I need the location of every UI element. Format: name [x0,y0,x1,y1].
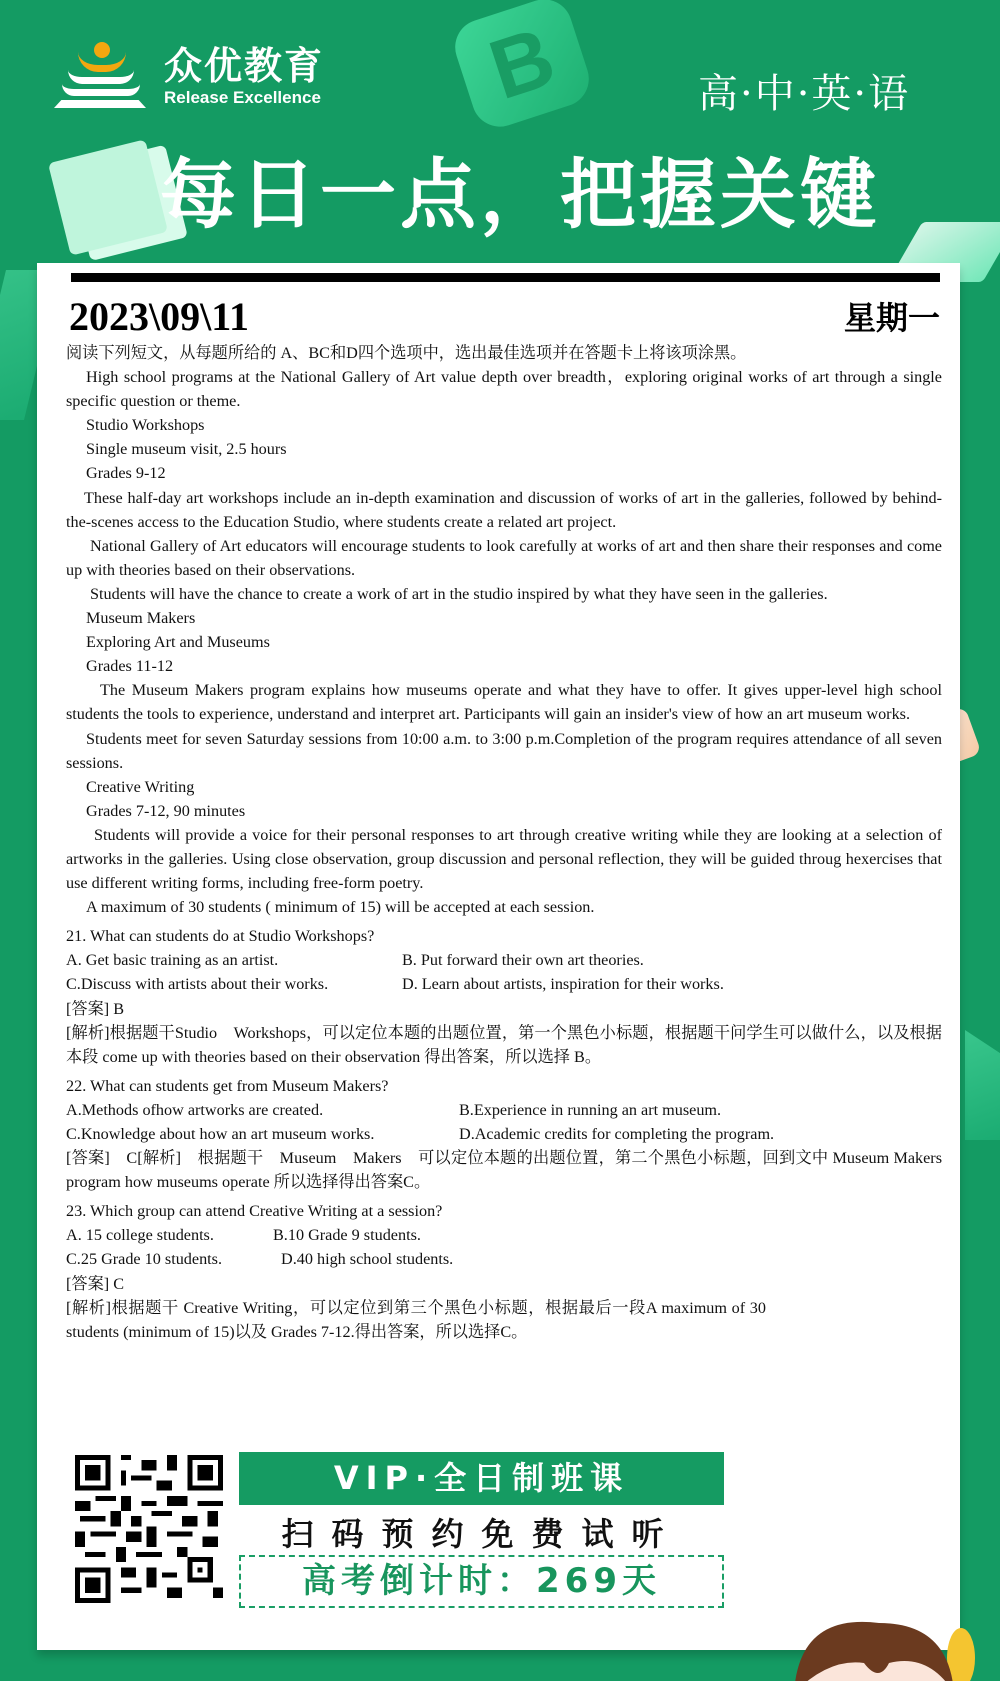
countdown-label: 高考倒计时： [302,1561,536,1601]
option-a: A.Methods ofhow artworks are created. [66,1100,324,1119]
date-heading: 2023\09\11 [69,294,250,339]
passage-line: Grades 7-12, 90 minutes [86,801,246,820]
qr-code[interactable] [75,1455,223,1603]
option-d: D.40 high school students. [281,1250,454,1269]
passage-line: Exploring Art and Museums [86,633,270,652]
letter-b-decoration: B [448,0,596,134]
weekday-label: 星期一 [843,299,940,337]
question-stem: 21. What can students do at Studio Workshops? [66,927,375,946]
option-b: B.10 Grade 9 students. [273,1226,421,1245]
question-stem: 23. Which group can attend Creative Writing at a session? [66,1202,443,1221]
passage-paragraph: Students will provide a voice for their personal responses to art through creative writing while they are looking at a selection of artworks in the galleries. Using close observation, group discussion and personal reflection, they will be guided throug hexercises that use different writing forms, including free-form poetry. [66,825,942,893]
vip-class-banner[interactable]: VIP·全日制班课 [239,1452,724,1505]
exam-countdown [239,1555,724,1608]
logo-mark-icon [54,40,146,112]
option-d: D.Academic credits for completing the program. [459,1125,775,1143]
brand-name: 众优教育 [164,44,325,88]
question-23 [66,1199,942,1344]
passage-paragraph: These half-day art workshops include an in-depth examination and discussion of works of art in the galleries, followed by behind-the-scenes access to the Education Studio, where students create a related art project. [66,488,942,531]
section-heading: Museum Makers [86,609,196,628]
slogan-heading: 每日一点，把握关键 [160,150,880,239]
section-heading: Studio Workshops [86,416,205,435]
passage-paragraph: National Gallery of Art educators will encourage students to look carefully at works of art and then share their responses and come up with theories based on their observations. [66,536,942,579]
qr-code-icon [75,1455,223,1603]
scan-to-book-text: 扫码预约免费试听 [281,1515,682,1553]
section-heading: Creative Writing [86,777,195,796]
option-c: C.25 Grade 10 students. [66,1250,223,1269]
content-card [37,263,960,1650]
brand-tagline: Release Excellence [164,88,321,107]
countdown-value: 269天 [536,1561,661,1601]
paper-sheets-icon [48,139,168,255]
passage-paragraph: A maximum of 30 students ( minimum of 15) will be accepted at each session. [86,898,595,917]
question-21 [66,924,942,1069]
instruction-text: 阅读下列短文，从每题所给的 A、BC和D四个选项中，选出最佳选项并在答题卡上将该项涂黑。 [66,344,747,362]
question-stem: 22. What can students get from Museum Makers? [66,1076,389,1095]
mascot-boy-illustration [759,1593,989,1681]
passage-line: Grades 9-12 [86,464,166,483]
option-a: A. Get basic training as an artist. [66,951,279,970]
passage-paragraph: High school programs at the National Gallery of Art value depth over breadth，exploring original works of art through a single specific question or theme. [66,368,942,411]
passage-paragraph: The Museum Makers program explains how museums operate and what they have to offer. It gives upper-level high school students the tools to experience, understand and interpret art. Participants will gain an insider's view of how an art museum works. [66,681,942,724]
letter-a-decoration-right [965,1030,1000,1140]
divider-rule [71,273,940,282]
brand-logo [54,40,324,112]
option-b: B.Experience in running an art museum. [459,1100,722,1119]
option-c: C.Knowledge about how an art museum works. [66,1125,375,1143]
reading-passage [66,341,942,1344]
analysis-text: [解析]根据题干Studio Workshops，可以定位本题的出题位置，第一个黑色小标题，根据题干问学生可以做什么，以及根据本段 come up with theories based on their observation 得出答案，所以选择 B。 [66,1023,942,1066]
passage-paragraph: Students meet for seven Saturday sessions from 10:00 a.m. to 3:00 p.m.Completion of the program requires attendance of all seven sessions. [66,729,942,772]
passage-line: Single museum visit, 2.5 hours [86,440,287,459]
option-d: D. Learn about artists, inspiration for their works. [402,975,724,994]
answer-label: [答案] B [66,999,124,1018]
question-22 [66,1074,942,1194]
passage-paragraph: Students will have the chance to create a work of art in the studio inspired by what they have seen in the galleries. [90,584,828,603]
subject-title: 高·中·英·语 [698,71,911,117]
option-b: B. Put forward their own art theories. [402,951,644,970]
analysis-text: [答案] C[解析] 根据题干 Museum Makers 可以定位本题的出题位置，第二个黑色小标题，回到文中 Museum Makers program how museums operate 所以选择得出答案C。 [66,1149,942,1192]
option-a: A. 15 college students. [66,1226,214,1245]
answer-label: [答案] C [66,1274,124,1293]
passage-line: Grades 11-12 [86,657,174,676]
option-c: C.Discuss with artists about their works. [66,975,329,994]
analysis-text: [解析]根据题干 Creative Writing，可以定位到第三个黑色小标题，根据最后一段A maximum of 30 students (minimum of 15)以及 Grades 7-12.得出答案，所以选择C。 [66,1298,766,1341]
